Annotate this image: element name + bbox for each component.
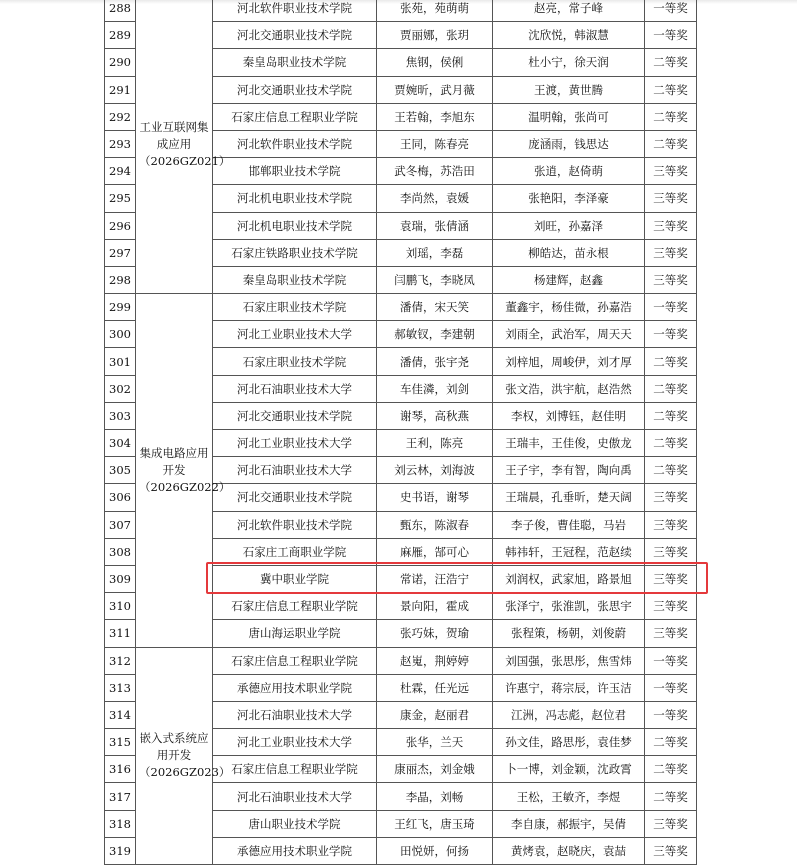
instructors: 王同，陈春亮	[377, 130, 493, 157]
school-name: 石家庄信息工程职业学院	[213, 103, 377, 130]
instructors: 王利，陈亮	[377, 430, 493, 457]
students: 王子宇，李有智，陶向禹	[493, 457, 645, 484]
students: 许惠宁，蒋宗辰，许玉洁	[493, 674, 645, 701]
students: 张文浩，洪宇航，赵浩然	[493, 375, 645, 402]
row-number: 319	[105, 837, 136, 864]
students: 张逍，赵倚萌	[493, 158, 645, 185]
table-row	[105, 0, 697, 22]
award-level: 三等奖	[645, 837, 697, 864]
students: 王瑞晨，孔垂昕，楚天阔	[493, 484, 645, 511]
instructors: 潘倩，张宇尧	[377, 348, 493, 375]
award-level: 二等奖	[645, 49, 697, 76]
students: 王松，王敏齐，李煜	[493, 783, 645, 810]
instructors: 张苑，苑萌萌	[377, 0, 493, 22]
school-name: 石家庄职业技术学院	[213, 348, 377, 375]
students: 柳皓达，苗永根	[493, 239, 645, 266]
instructors: 李晶，刘畅	[377, 783, 493, 810]
instructors: 张巧妹，贺瑜	[377, 620, 493, 647]
award-level: 三等奖	[645, 810, 697, 837]
students: 刘雨全，武治军，周天天	[493, 321, 645, 348]
school-name: 石家庄铁路职业技术学院	[213, 239, 377, 266]
row-number: 313	[105, 674, 136, 701]
row-number: 291	[105, 76, 136, 103]
school-name: 河北交通职业技术学院	[213, 22, 377, 49]
instructors: 麻雁，郜可心	[377, 538, 493, 565]
school-name: 河北交通职业技术学院	[213, 402, 377, 429]
row-number: 305	[105, 457, 136, 484]
competition-category: 集成电路应用开发（2026GZ022）	[136, 294, 213, 647]
row-number: 290	[105, 49, 136, 76]
row-number: 296	[105, 212, 136, 239]
students: 刘旺，孙嘉泽	[493, 212, 645, 239]
award-level: 二等奖	[645, 402, 697, 429]
students: 董鑫宇，杨佳微，孙嘉浩	[493, 294, 645, 321]
award-level: 二等奖	[645, 756, 697, 783]
award-level: 二等奖	[645, 457, 697, 484]
row-number: 289	[105, 22, 136, 49]
row-number: 308	[105, 538, 136, 565]
students: 韩祎轩，王冠程，范赵续	[493, 538, 645, 565]
row-number: 294	[105, 158, 136, 185]
award-level: 二等奖	[645, 783, 697, 810]
instructors: 车佳潾，刘剑	[377, 375, 493, 402]
row-number: 316	[105, 756, 136, 783]
row-number: 292	[105, 103, 136, 130]
school-name: 冀中职业学院	[213, 565, 377, 592]
students: 王瑞丰，王佳俊，史傲龙	[493, 430, 645, 457]
students: 温明翰，张尚可	[493, 103, 645, 130]
students: 张艳阳，李泽豪	[493, 185, 645, 212]
school-name: 石家庄信息工程职业学院	[213, 647, 377, 674]
instructors: 袁瑞，张倩涵	[377, 212, 493, 239]
award-level: 三等奖	[645, 484, 697, 511]
award-level: 三等奖	[645, 185, 697, 212]
award-table	[104, 0, 697, 865]
school-name: 承德应用技术职业学院	[213, 674, 377, 701]
table-row	[105, 294, 697, 321]
row-number: 304	[105, 430, 136, 457]
students: 庞涵雨，钱思达	[493, 130, 645, 157]
award-level: 二等奖	[645, 130, 697, 157]
instructors: 武冬梅，苏浩田	[377, 158, 493, 185]
row-number: 314	[105, 701, 136, 728]
instructors: 刘云林，刘海波	[377, 457, 493, 484]
award-level: 二等奖	[645, 729, 697, 756]
students: 杨建辉，赵鑫	[493, 266, 645, 293]
students: 孙文佳，路思彤，袁佳梦	[493, 729, 645, 756]
award-level: 一等奖	[645, 674, 697, 701]
school-name: 河北软件职业技术学院	[213, 130, 377, 157]
award-level: 三等奖	[645, 538, 697, 565]
award-level: 三等奖	[645, 212, 697, 239]
instructors: 李尚然，袁媛	[377, 185, 493, 212]
award-level: 三等奖	[645, 511, 697, 538]
instructors: 贾丽娜，张玥	[377, 22, 493, 49]
instructors: 闫鹏飞，李晓凤	[377, 266, 493, 293]
row-number: 299	[105, 294, 136, 321]
award-level: 三等奖	[645, 158, 697, 185]
school-name: 石家庄信息工程职业学院	[213, 593, 377, 620]
award-level: 一等奖	[645, 321, 697, 348]
row-number: 310	[105, 593, 136, 620]
row-number: 306	[105, 484, 136, 511]
school-name: 唐山职业技术学院	[213, 810, 377, 837]
students: 卜一博，刘金颖，沈政霄	[493, 756, 645, 783]
school-name: 河北交通职业技术学院	[213, 76, 377, 103]
school-name: 河北软件职业技术学院	[213, 511, 377, 538]
row-number: 297	[105, 239, 136, 266]
award-level: 二等奖	[645, 430, 697, 457]
row-number: 315	[105, 729, 136, 756]
row-number: 302	[105, 375, 136, 402]
award-level: 一等奖	[645, 647, 697, 674]
school-name: 河北石油职业技术大学	[213, 457, 377, 484]
students: 杜小宁，徐天润	[493, 49, 645, 76]
award-level: 三等奖	[645, 593, 697, 620]
students: 李自康，郝振宇，吴倩	[493, 810, 645, 837]
school-name: 承德应用技术职业学院	[213, 837, 377, 864]
row-number: 317	[105, 783, 136, 810]
school-name: 河北工业职业技术大学	[213, 430, 377, 457]
table-row	[105, 647, 697, 674]
row-number: 301	[105, 348, 136, 375]
school-name: 河北石油职业技术大学	[213, 375, 377, 402]
school-name: 河北工业职业技术大学	[213, 729, 377, 756]
students: 李权，刘博钰，赵佳明	[493, 402, 645, 429]
school-name: 河北工业职业技术大学	[213, 321, 377, 348]
students: 刘润权，武家旭，路景旭	[493, 565, 645, 592]
students: 张程策，杨朝，刘俊蔚	[493, 620, 645, 647]
award-level: 一等奖	[645, 22, 697, 49]
school-name: 石家庄信息工程职业学院	[213, 756, 377, 783]
school-name: 石家庄职业技术学院	[213, 294, 377, 321]
school-name: 河北机电职业技术学院	[213, 185, 377, 212]
row-number: 307	[105, 511, 136, 538]
school-name: 邯郸职业技术学院	[213, 158, 377, 185]
row-number: 303	[105, 402, 136, 429]
award-level: 二等奖	[645, 103, 697, 130]
school-name: 河北软件职业技术学院	[213, 0, 377, 22]
instructors: 常诺，汪浩宁	[377, 565, 493, 592]
students: 张泽宁，张淮凯，张思宇	[493, 593, 645, 620]
instructors: 贾婉昕，武月薇	[377, 76, 493, 103]
students: 赵亮，常子峰	[493, 0, 645, 22]
school-name: 秦皇岛职业技术学院	[213, 266, 377, 293]
students: 黄烤袁，赵晓庆，袁喆	[493, 837, 645, 864]
competition-category: 嵌入式系统应用开发（2026GZ023）	[136, 647, 213, 865]
instructors: 甄东，陈淑春	[377, 511, 493, 538]
row-number: 318	[105, 810, 136, 837]
instructors: 潘倩，宋天笑	[377, 294, 493, 321]
school-name: 唐山海运职业学院	[213, 620, 377, 647]
award-level: 二等奖	[645, 76, 697, 103]
instructors: 郝敏钗，李建朝	[377, 321, 493, 348]
row-number: 300	[105, 321, 136, 348]
award-level: 一等奖	[645, 701, 697, 728]
instructors: 焦钢，侯俐	[377, 49, 493, 76]
school-name: 河北交通职业技术学院	[213, 484, 377, 511]
row-number: 311	[105, 620, 136, 647]
award-level: 三等奖	[645, 565, 697, 592]
students: 刘国强，张思彤，焦雪炜	[493, 647, 645, 674]
students: 沈欣悦，韩淑慧	[493, 22, 645, 49]
instructors: 张华，兰天	[377, 729, 493, 756]
school-name: 河北石油职业技术大学	[213, 701, 377, 728]
award-level: 一等奖	[645, 294, 697, 321]
row-number: 298	[105, 266, 136, 293]
row-number: 295	[105, 185, 136, 212]
instructors: 景向阳，霍成	[377, 593, 493, 620]
instructors: 杜霖，任光远	[377, 674, 493, 701]
instructors: 王若翰，李旭东	[377, 103, 493, 130]
award-level: 三等奖	[645, 239, 697, 266]
students: 李子俊，曹佳聪，马岩	[493, 511, 645, 538]
school-name: 河北石油职业技术大学	[213, 783, 377, 810]
instructors: 刘瑶，李磊	[377, 239, 493, 266]
award-level: 二等奖	[645, 375, 697, 402]
award-level: 三等奖	[645, 620, 697, 647]
instructors: 谢琴，高秋燕	[377, 402, 493, 429]
school-name: 石家庄工商职业学院	[213, 538, 377, 565]
instructors: 史书语，谢琴	[377, 484, 493, 511]
instructors: 康金，赵丽君	[377, 701, 493, 728]
award-table-body	[105, 0, 697, 865]
instructors: 王红飞，唐玉琦	[377, 810, 493, 837]
competition-category: 工业互联网集成应用（2026GZ021）	[136, 0, 213, 294]
row-number: 288	[105, 0, 136, 22]
award-level: 一等奖	[645, 0, 697, 22]
award-level: 三等奖	[645, 266, 697, 293]
students: 王渡，黄世腾	[493, 76, 645, 103]
students: 刘梓旭，周峻伊，刘才厚	[493, 348, 645, 375]
instructors: 康丽杰，刘金娥	[377, 756, 493, 783]
school-name: 河北机电职业技术学院	[213, 212, 377, 239]
row-number: 293	[105, 130, 136, 157]
row-number: 312	[105, 647, 136, 674]
school-name: 秦皇岛职业技术学院	[213, 49, 377, 76]
instructors: 田悦妍，何扬	[377, 837, 493, 864]
students: 江洲，冯志彪，赵位君	[493, 701, 645, 728]
award-level: 二等奖	[645, 348, 697, 375]
instructors: 赵嵬，荆婷婷	[377, 647, 493, 674]
row-number: 309	[105, 565, 136, 592]
